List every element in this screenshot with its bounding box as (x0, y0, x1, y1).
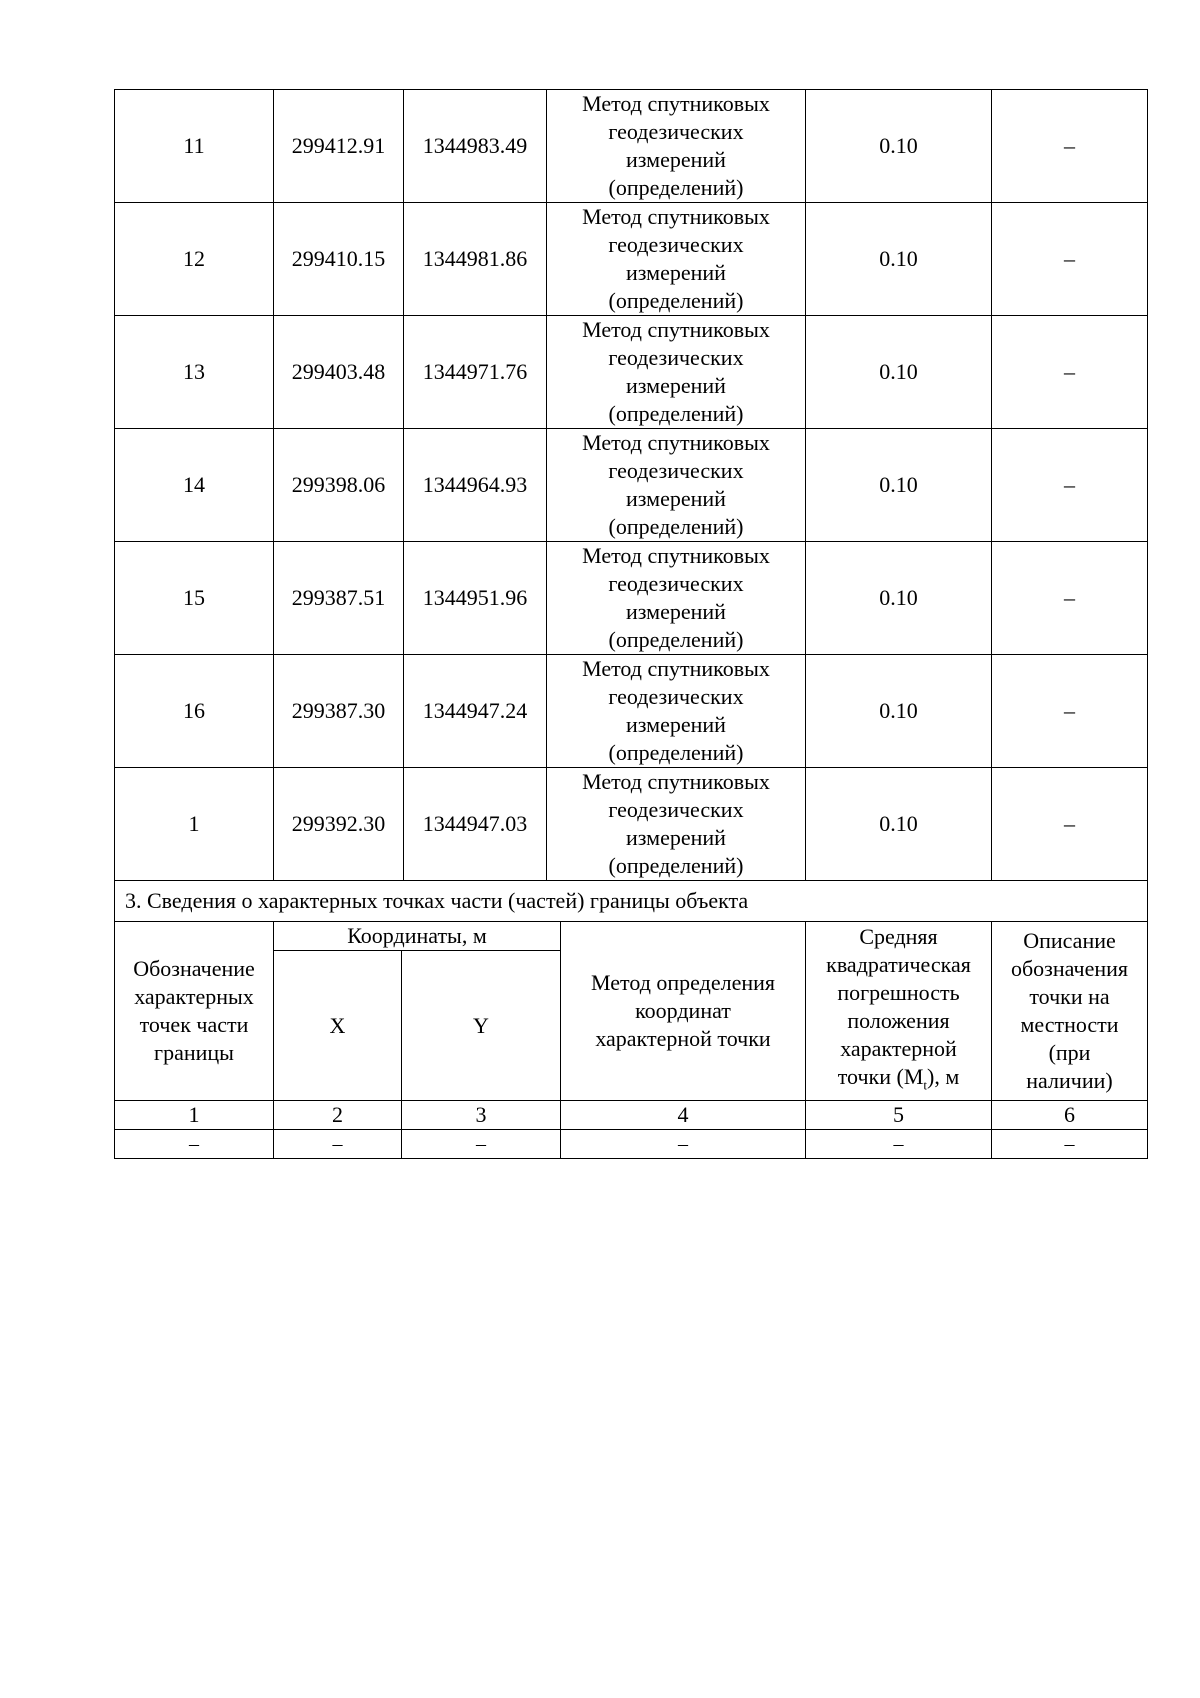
accuracy-cell: 0.10 (806, 542, 992, 655)
point-id-cell: 16 (115, 655, 274, 768)
header-method: Метод определения координат характерной точки (561, 922, 806, 1101)
description-cell: – (992, 203, 1148, 316)
column-number: 1 (115, 1101, 274, 1130)
table-row (115, 429, 1148, 542)
column-number: 4 (561, 1101, 806, 1130)
point-id-cell: 11 (115, 90, 274, 203)
section3-table (114, 880, 1148, 1159)
y-coordinate-cell: 1344971.76 (404, 316, 547, 429)
y-coordinate-cell: 1344947.03 (404, 768, 547, 881)
description-cell: – (992, 542, 1148, 655)
accuracy-cell: 0.10 (806, 316, 992, 429)
column-numbers-row (115, 1101, 1148, 1130)
column-number: 6 (992, 1101, 1148, 1130)
accuracy-cell: 0.10 (806, 768, 992, 881)
method-cell: Метод спутниковых геодезических измерений (определений) (547, 655, 806, 768)
x-coordinate-cell: 299403.48 (274, 316, 404, 429)
header-accuracy (806, 922, 992, 1101)
table-row (115, 316, 1148, 429)
y-coordinate-cell: 1344964.93 (404, 429, 547, 542)
accuracy-cell: 0.10 (806, 90, 992, 203)
method-cell: Метод спутниковых геодезических измерений (определений) (547, 90, 806, 203)
section3-title: 3. Сведения о характерных точках части (частей) границы объекта (115, 881, 1148, 922)
points-table-body (115, 90, 1148, 881)
method-cell: Метод спутниковых геодезических измерений (определений) (547, 203, 806, 316)
point-id-cell: 15 (115, 542, 274, 655)
header-description: Описание обозначения точки на местности (при наличии) (992, 922, 1148, 1101)
x-coordinate-cell: 299398.06 (274, 429, 404, 542)
header-coordinates: Координаты, м (274, 922, 561, 951)
points-table (114, 89, 1148, 881)
point-id-cell: 1 (115, 768, 274, 881)
header-row-1 (115, 922, 1148, 951)
y-coordinate-cell: 1344983.49 (404, 90, 547, 203)
table-row (115, 542, 1148, 655)
empty-cell: – (561, 1130, 806, 1159)
table-row (115, 203, 1148, 316)
method-cell: Метод спутниковых геодезических измерений (определений) (547, 768, 806, 881)
x-coordinate-cell: 299387.30 (274, 655, 404, 768)
x-coordinate-cell: 299410.15 (274, 203, 404, 316)
empty-data-row (115, 1130, 1148, 1159)
y-coordinate-cell: 1344951.96 (404, 542, 547, 655)
header-accuracy-subscript: t (923, 1077, 928, 1093)
x-coordinate-cell: 299387.51 (274, 542, 404, 655)
method-cell: Метод спутниковых геодезических измерений (определений) (547, 542, 806, 655)
empty-cell: – (992, 1130, 1148, 1159)
header-x: X (274, 951, 402, 1101)
x-coordinate-cell: 299392.30 (274, 768, 404, 881)
accuracy-cell: 0.10 (806, 655, 992, 768)
header-accuracy-text: Средняя квадратическая погрешность положения характерной точки (M (826, 923, 971, 1089)
description-cell: – (992, 90, 1148, 203)
y-coordinate-cell: 1344981.86 (404, 203, 547, 316)
description-cell: – (992, 429, 1148, 542)
header-y: Y (402, 951, 561, 1101)
x-coordinate-cell: 299412.91 (274, 90, 404, 203)
column-number: 2 (274, 1101, 402, 1130)
method-cell: Метод спутниковых геодезических измерений (определений) (547, 316, 806, 429)
column-number: 3 (402, 1101, 561, 1130)
description-cell: – (992, 655, 1148, 768)
point-id-cell: 13 (115, 316, 274, 429)
description-cell: – (992, 316, 1148, 429)
empty-cell: – (806, 1130, 992, 1159)
y-coordinate-cell: 1344947.24 (404, 655, 547, 768)
header-accuracy-unit: ), м (927, 1063, 960, 1089)
header-designation: Обозначение характерных точек части границы (115, 922, 274, 1101)
table-row (115, 655, 1148, 768)
empty-cell: – (274, 1130, 402, 1159)
empty-cell: – (402, 1130, 561, 1159)
table-row (115, 768, 1148, 881)
empty-cell: – (115, 1130, 274, 1159)
table-row (115, 90, 1148, 203)
point-id-cell: 14 (115, 429, 274, 542)
accuracy-cell: 0.10 (806, 429, 992, 542)
method-cell: Метод спутниковых геодезических измерений (определений) (547, 429, 806, 542)
accuracy-cell: 0.10 (806, 203, 992, 316)
description-cell: – (992, 768, 1148, 881)
section3-title-row (115, 881, 1148, 922)
point-id-cell: 12 (115, 203, 274, 316)
column-number: 5 (806, 1101, 992, 1130)
